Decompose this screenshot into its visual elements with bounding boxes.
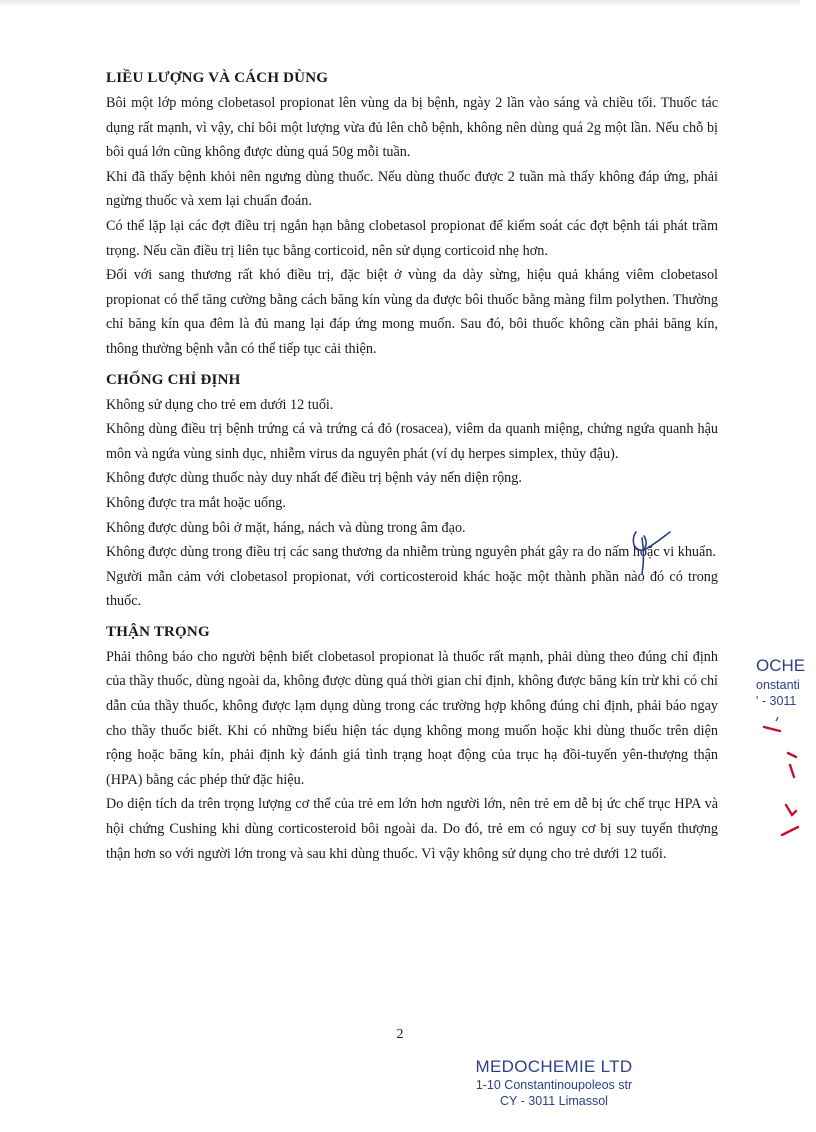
paragraph: Phải thông báo cho người bệnh biết clobetasol propionat là thuốc rất mạnh, phải dùng theo đúng chỉ định của thầy thuốc, dùng ngoài da, không được dùng quá thời gian chỉ định, không được băng kín trừ khi có chỉ dẫn của thầy thuốc, không được lạm dụng dùng trong các trường hợp không đúng chỉ định, phải báo ngay cho thầy thuốc biết. Khi có những biểu hiện tác dụng không mong muốn hoặc khi dùng thuốc trên diện rộng hoặc băng kín, phải định kỳ đánh giá tình trạng hoạt động của trục hạ đồi-tuyến yên-thượng thận (HPA) bằng các phép thử đặc hiệu. <box>106 648 718 788</box>
paragraph: Không được dùng trong điều trị các sang thương da nhiễm trùng nguyên phát gây ra do nấm hoặc vi khuẩn. <box>106 544 716 561</box>
stamp-address: 1-10 Constantinoupoleos str <box>475 1078 633 1092</box>
page-edge <box>0 0 800 6</box>
side-stamp-line: OCHE <box>756 656 806 675</box>
paragraph: Không được tra mắt hoặc uống. <box>106 494 286 511</box>
side-stamp-line: onstanti <box>756 678 800 692</box>
document-body <box>106 70 718 876</box>
company-stamp <box>454 1057 654 1109</box>
paragraph: Không được dùng bôi ở mặt, háng, nách và dùng trong âm đạo. <box>106 519 466 536</box>
side-stamp-line: ' - 3011 <box>756 694 797 708</box>
section-contraindications <box>106 372 718 614</box>
red-ink-marks <box>760 715 800 865</box>
stamp-company-name: MEDOCHEMIE LTD <box>475 1057 633 1076</box>
paragraph: Có thể lặp lại các đợt điều trị ngắn hạn bằng clobetasol propionat để kiểm soát các đợt bệnh tái phát trầm trọng. Nếu cần điều trị liên tục bằng corticoid, nên sử dụng corticoid nhẹ hơn. <box>106 217 718 259</box>
section-dosage <box>106 70 718 362</box>
side-stamp <box>756 655 816 709</box>
section-heading: LIỀU LƯỢNG VÀ CÁCH DÙNG <box>106 70 329 86</box>
paragraph: Không sử dụng cho trẻ em dưới 12 tuổi. <box>106 396 334 413</box>
signature-mark <box>628 528 674 578</box>
paragraph: Bôi một lớp mỏng clobetasol propionat lên vùng da bị bệnh, ngày 2 lần vào sáng và chiều tối. Thuốc tác dụng rất mạnh, vì vậy, chỉ bôi một lượng vừa đủ lên chỗ bệnh, không nên dùng quá 2g một lần. Nếu chỗ bị bôi quá lớn cũng không được dùng quá 50g mỗi tuần. <box>106 95 718 161</box>
section-precautions <box>106 624 718 866</box>
section-heading: THẬN TRỌNG <box>106 623 210 640</box>
paragraph: Không được dùng thuốc này duy nhất để điều trị bệnh vảy nến diện rộng. <box>106 470 522 487</box>
paragraph: Người mẫn cảm với clobetasol propionat, với corticosteroid khác hoặc một thành phần nào đó có trong thuốc. <box>106 568 718 610</box>
paragraph: Đối với sang thương rất khó điều trị, đặc biệt ở vùng da dày sừng, hiệu quả kháng viêm clobetasol propionat có thể tăng cường bằng cách băng kín vùng da được bôi thuốc bằng màng film polythen. Thường chỉ băng kín qua đêm là đủ mang lại đáp ứng mong muốn. Sau đó, bôi thuốc không cần phải băng kín, thông thường bệnh vẫn có thể tiếp tục cải thiện. <box>106 267 718 357</box>
stamp-city: CY - 3011 Limassol <box>500 1094 608 1108</box>
paragraph: Khi đã thấy bệnh khỏi nên ngưng dùng thuốc. Nếu dùng thuốc được 2 tuần mà thấy không đáp ứng, phải ngừng thuốc và xem lại chuẩn đoán. <box>106 168 718 210</box>
section-heading: CHỐNG CHỈ ĐỊNH <box>106 371 241 388</box>
paragraph: Do diện tích da trên trọng lượng cơ thể của trẻ em lớn hơn người lớn, nên trẻ em dễ bị ức chế trục HPA và hội chứng Cushing khi dùng corticosteroid bôi ngoài da. Do đó, trẻ em có nguy cơ bị suy tuyến thượng thận hơn so với người lớn trong và sau khi dùng thuốc. Vì vậy không sử dụng cho trẻ dưới 12 tuổi. <box>106 796 718 862</box>
page-number: 2 <box>396 1027 404 1042</box>
paragraph: Không dùng điều trị bệnh trứng cá và trứng cá đỏ (rosacea), viêm da quanh miệng, chứng ngứa quanh hậu môn và ngứa vùng sinh dục, nhiễm virus da nguyên phát (ví dụ herpes simplex, thủy đậu). <box>106 421 718 462</box>
